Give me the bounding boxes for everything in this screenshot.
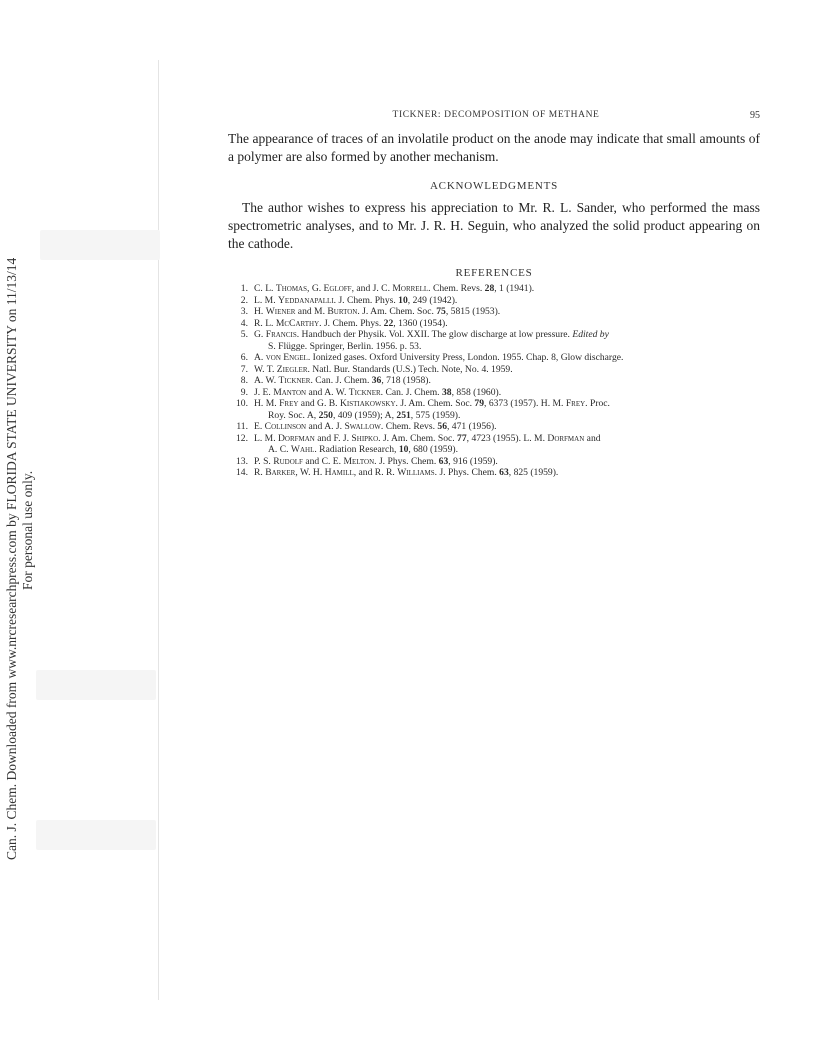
reference-text: , 680 (1959). <box>408 444 458 455</box>
scan-smudge <box>36 670 156 700</box>
reference-text: . J. Am. Chem. Soc. <box>378 432 458 444</box>
download-watermark <box>0 0 40 1053</box>
reference-number: 5. <box>240 329 248 340</box>
reference-text: L. M. <box>254 432 278 444</box>
reference-text: H. <box>254 306 266 317</box>
reference-volume: 63 <box>438 455 449 467</box>
acknowledgments-heading: ACKNOWLEDGMENTS <box>429 180 559 192</box>
reference-number: 13. <box>236 455 248 467</box>
reference-volume: 75 <box>436 306 446 317</box>
running-title: TICKNER: DECOMPOSITION OF METHANE <box>392 110 600 120</box>
reference-item <box>228 283 760 295</box>
reference-author: Tickner <box>278 375 311 386</box>
reference-author: Wahl <box>290 444 315 455</box>
reference-number: 12. <box>236 432 248 444</box>
reference-author: Tickner <box>348 386 381 398</box>
reference-text: . J. Am. Chem. Soc. <box>395 398 475 409</box>
reference-text: , 575 (1959). <box>410 409 461 421</box>
reference-number: 7. <box>240 363 248 375</box>
reference-item <box>228 306 760 318</box>
reference-text: E. <box>254 421 265 432</box>
reference-author: McCarthy <box>275 317 320 329</box>
reference-text: . Chem. Revs. <box>428 283 485 294</box>
reference-text: , 5815 (1953). <box>445 306 501 317</box>
reference-volume: 56 <box>437 421 447 432</box>
reference-author: von Engel <box>265 352 308 363</box>
reference-author: Egloff <box>323 283 352 294</box>
reference-author: Wiener <box>265 306 296 317</box>
reference-number: 1. <box>240 283 248 294</box>
reference-text: , G. <box>307 283 324 294</box>
reference-number: 8. <box>240 375 248 386</box>
reference-text: A. W. <box>254 375 279 386</box>
reference-author: Manton <box>273 386 307 398</box>
reference-number: 3. <box>240 306 248 317</box>
reference-text: . J. Phys. Chem. <box>434 467 500 478</box>
reference-text: . J. Am. Chem. Soc. <box>357 306 437 317</box>
reference-text: A. C. <box>268 444 291 455</box>
reference-continuation: S. Flügge. Springer, Berlin. 1956. p. 53. <box>268 340 422 352</box>
reference-volume: 63 <box>499 467 509 478</box>
reference-continuation <box>254 444 760 456</box>
scan-smudge <box>36 820 156 850</box>
reference-number: 6. <box>240 352 248 363</box>
reference-text: Roy. Soc. A, <box>268 409 319 421</box>
reference-author: Francis <box>265 329 297 340</box>
intro-paragraph: The appearance of traces of an involatile product on the anode may indicate that small amounts of a polymer are also formed by another mechanism. <box>228 131 760 164</box>
scan-smudge <box>40 230 160 260</box>
reference-volume: 250 <box>318 409 333 421</box>
reference-author: Williams <box>397 467 435 478</box>
reference-text: , and J. C. <box>351 283 393 294</box>
reference-text: and A. W. <box>306 386 349 398</box>
reference-italic: Edited by <box>572 329 609 340</box>
reference-text: L. M. <box>254 294 278 306</box>
reference-author: Yeddanapalli <box>277 294 334 306</box>
reference-text: , 471 (1956). <box>446 421 497 432</box>
reference-text: . Radiation Research, <box>314 444 399 455</box>
reference-author: Collinson <box>264 421 307 432</box>
reference-author: Ziegler <box>276 363 308 375</box>
reference-item <box>228 467 760 479</box>
reference-volume: 77 <box>457 432 467 444</box>
reference-text: . J. Chem. Phys. <box>333 294 399 306</box>
reference-volume: 36 <box>371 375 382 386</box>
reference-text: and M. <box>295 306 328 317</box>
acknowledgments-paragraph: The author wishes to express his appreciation to Mr. R. L. Sander, who performed the mass spectrometric analyses, and to Mr. J. R. H. Seguin, who analyzed the solid product appearing on the cathode. <box>228 200 760 251</box>
reference-volume: 10 <box>398 444 409 455</box>
reference-text: R. <box>254 467 266 478</box>
reference-text: . Proc. <box>585 398 610 409</box>
reference-item <box>228 352 760 364</box>
reference-text: P. S. <box>254 455 274 467</box>
reference-text: . Natl. Bur. Standards (U.S.) Tech. Note, No. 4. 1959. <box>307 363 513 375</box>
reference-continuation <box>254 410 760 422</box>
reference-text: , 1 (1941). <box>494 283 535 294</box>
reference-text: . Can. J. Chem. <box>380 386 442 398</box>
reference-text: , 718 (1958). <box>381 375 431 386</box>
reference-author: Frey <box>279 398 299 409</box>
reference-text: and C. E. <box>302 455 344 467</box>
reference-text: A. <box>254 352 266 363</box>
reference-number: 10. <box>236 398 248 409</box>
reference-item <box>228 387 760 399</box>
reference-text: , 825 (1959). <box>508 467 559 478</box>
reference-text: . Handbuch der Physik. Vol. XXII. The glow discharge at low pressure. <box>296 329 573 340</box>
reference-text: , 6373 (1957). H. M. <box>484 398 566 409</box>
reference-text: , 409 (1959); A, <box>332 409 397 421</box>
running-header <box>232 110 760 124</box>
reference-volume: 38 <box>441 386 452 398</box>
watermark-line-2: For personal use only. <box>20 470 35 590</box>
reference-author: Burton <box>327 306 358 317</box>
reference-item <box>228 456 760 468</box>
reference-item <box>228 398 760 421</box>
reference-text: and <box>584 432 601 444</box>
reference-item <box>228 318 760 330</box>
reference-author: Kistiakowsky <box>339 398 396 409</box>
reference-number: 11. <box>236 421 248 432</box>
reference-item <box>228 364 760 376</box>
references-heading: REFERENCES <box>455 267 533 279</box>
reference-text: , W. H. <box>295 467 325 478</box>
gutter-line <box>158 60 159 1000</box>
reference-text: , 249 (1942). <box>407 294 458 306</box>
reference-author: Morrell <box>392 283 429 294</box>
reference-author: Swallow <box>344 421 381 432</box>
reference-text: J. E. <box>254 386 274 398</box>
reference-author: Rudolf <box>273 455 303 467</box>
reference-author: Melton <box>343 455 375 467</box>
reference-text: C. L. <box>254 283 276 294</box>
page-number: 95 <box>750 110 760 121</box>
reference-text: and F. J. <box>314 432 352 444</box>
reference-text: and G. B. <box>298 398 340 409</box>
reference-author: Dorfman <box>277 432 315 444</box>
reference-author: Thomas <box>275 283 308 294</box>
reference-author: Dorfman <box>547 432 585 444</box>
reference-list <box>228 283 760 479</box>
reference-author: Hamill <box>324 467 354 478</box>
reference-author: Shipko <box>351 432 379 444</box>
reference-text: , 916 (1959). <box>448 455 498 467</box>
watermark-line-1: Can. J. Chem. Downloaded from www.nrcresearchpress.com by FLORIDA STATE UNIVERSITY on 11/13/14 <box>4 257 19 860</box>
reference-number: 4. <box>240 317 248 329</box>
reference-text: , and R. R. <box>353 467 398 478</box>
reference-number: 14. <box>236 467 248 478</box>
reference-text: . Chem. Revs. <box>380 421 438 432</box>
reference-text: . J. Chem. Phys. <box>319 317 384 329</box>
reference-text: . J. Phys. Chem. <box>374 455 439 467</box>
reference-text: . Ionized gases. Oxford University Press, London. 1955. Chap. 8, Glow discharge. <box>307 352 624 363</box>
reference-volume: 28 <box>484 283 495 294</box>
reference-volume: 79 <box>474 398 485 409</box>
reference-text: R. L. <box>254 317 276 329</box>
reference-item <box>228 295 760 307</box>
reference-text: , 858 (1960). <box>451 386 502 398</box>
reference-item <box>228 421 760 433</box>
reference-volume: 10 <box>398 294 408 306</box>
reference-number: 2. <box>240 294 248 306</box>
reference-text: G. <box>254 329 266 340</box>
reference-text: and A. J. <box>306 421 345 432</box>
reference-item <box>228 433 760 456</box>
reference-author: Frey <box>565 398 586 409</box>
reference-volume: 251 <box>396 409 411 421</box>
reference-text: . Can. J. Chem. <box>310 375 372 386</box>
reference-text: , 1360 (1954). <box>393 317 448 329</box>
main-content <box>228 130 760 479</box>
reference-text: H. M. <box>254 398 280 409</box>
reference-number: 9. <box>240 386 248 398</box>
reference-text: W. T. <box>254 363 277 375</box>
reference-author: Barker <box>265 467 296 478</box>
reference-volume: 22 <box>383 317 394 329</box>
reference-item <box>228 375 760 387</box>
reference-item <box>228 329 760 352</box>
reference-text: , 4723 (1955). L. M. <box>466 432 548 444</box>
